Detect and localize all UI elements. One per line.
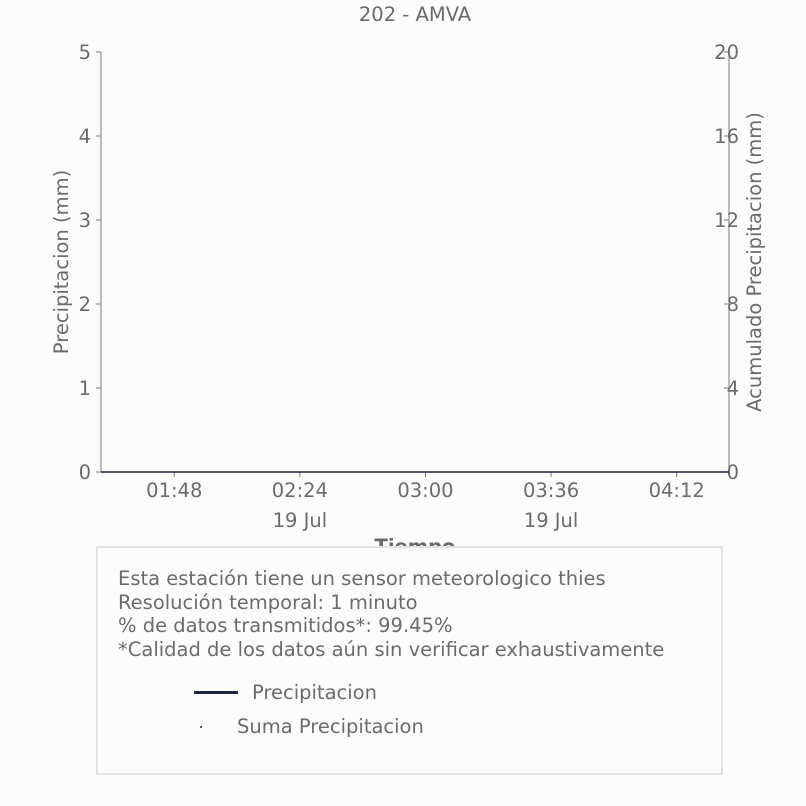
info-line-quality: *Calidad de los datos aún sin verificar exhaustivamente — [118, 637, 665, 661]
y-axis-label-right: Acumulado Precipitacion (mm) — [743, 112, 766, 412]
x-tick-label: 03:36 — [522, 479, 580, 502]
info-box — [96, 546, 723, 775]
info-line-resolution: Resolución temporal: 1 minuto — [118, 590, 418, 614]
y-tick-label-right: 8 — [726, 293, 739, 316]
y-tick-label-right: 12 — [714, 209, 739, 232]
info-line-sensor: Esta estación tiene un sensor meteorologico thies — [118, 567, 606, 590]
y-tick-label-right: 0 — [726, 461, 739, 484]
legend-dot-marker — [200, 726, 202, 728]
legend-label-precipitacion: Precipitacion — [252, 681, 377, 704]
legend-label-suma-precipitacion: Suma Precipitacion — [237, 715, 424, 738]
chart-title: 202 - AMVA — [358, 3, 472, 26]
y-tick-label-left: 2 — [78, 293, 91, 316]
y-tick-label-left: 0 — [78, 461, 91, 484]
x-tick-date-label: 19 Jul — [523, 509, 579, 532]
station-info — [118, 567, 664, 661]
legend-item-suma-precipitacion — [200, 715, 424, 738]
x-tick-date-label: 19 Jul — [272, 509, 328, 532]
y-tick-label-left: 3 — [78, 209, 91, 232]
legend-line-marker — [194, 691, 238, 694]
legend-item-precipitacion — [194, 681, 377, 704]
y-tick-label-left: 1 — [78, 377, 91, 400]
y-tick-label-left: 4 — [78, 125, 91, 148]
y-tick-label-left: 5 — [78, 41, 91, 64]
info-line-transmitted: % de datos transmitidos*: 99.45% — [118, 614, 453, 637]
y-axis-label-left: Precipitacion (mm) — [50, 169, 73, 355]
y-tick-label-right: 4 — [726, 377, 739, 400]
y-tick-label-right: 20 — [714, 41, 739, 64]
x-tick-label: 01:48 — [146, 479, 203, 502]
x-tick-label: 03:00 — [397, 479, 454, 502]
chart-axes — [101, 52, 729, 472]
x-tick-label: 04:12 — [648, 479, 705, 502]
y-tick-label-right: 16 — [714, 125, 739, 148]
x-tick-label: 02:24 — [271, 479, 328, 502]
chart-ticks — [79, 41, 739, 532]
